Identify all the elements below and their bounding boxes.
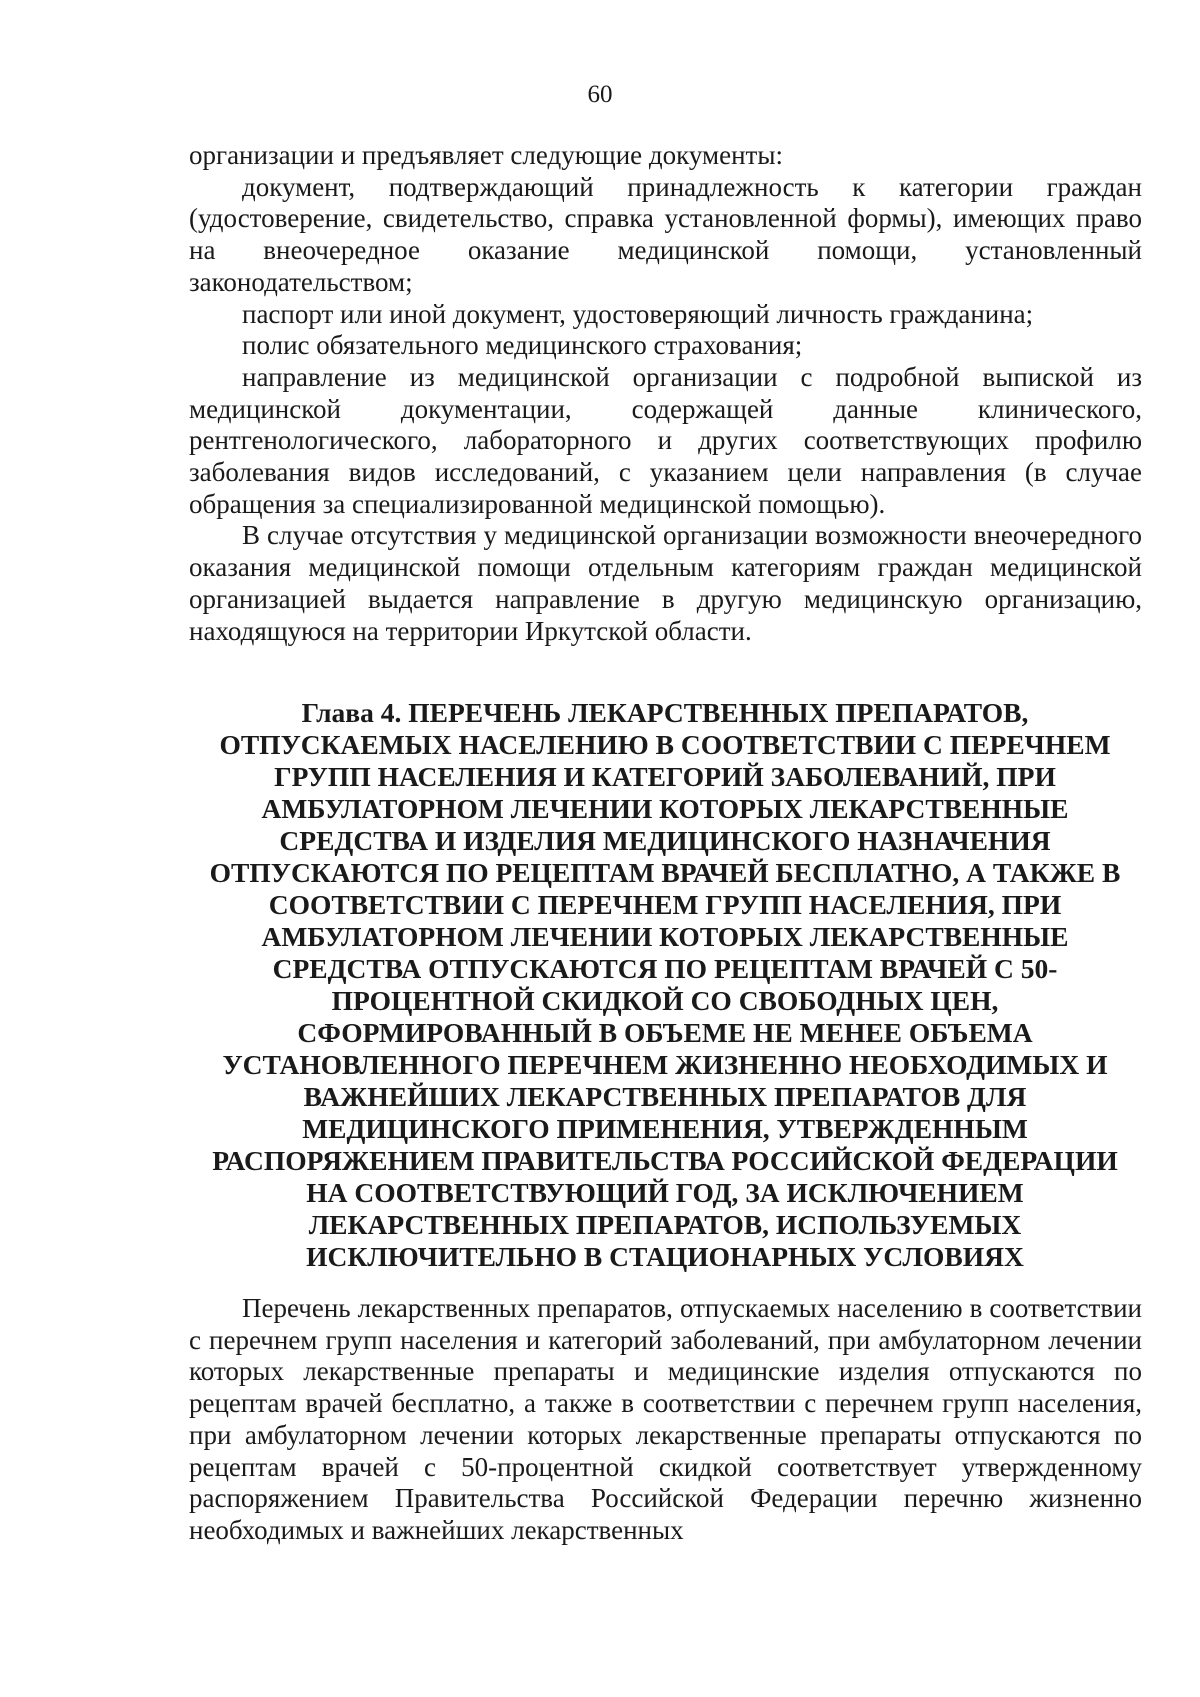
- page-number: 60: [587, 81, 613, 108]
- chapter-heading: Глава 4. ПЕРЕЧЕНЬ ЛЕКАРСТВЕННЫХ ПРЕПАРАТОВ, ОТПУСКАЕМЫХ НАСЕЛЕНИЮ В СООТВЕТСТВИИ С ПЕРЕЧНЕМ ГРУПП НАСЕЛЕНИЯ И КАТЕГОРИЙ ЗАБОЛЕВАНИЙ, ПРИ АМБУЛАТОРНОМ ЛЕЧЕНИИ КОТОРЫХ ЛЕКАРСТВЕННЫЕ СРЕДСТВА И ИЗДЕЛИЯ МЕДИЦИНСКОГО НАЗНАЧЕНИЯ ОТПУСКАЮТСЯ ПО РЕЦЕПТАМ ВРАЧЕЙ БЕСПЛАТНО, А ТАКЖЕ В СООТВЕТСТВИИ С ПЕРЕЧНЕМ ГРУПП НАСЕЛЕНИЯ, ПРИ АМБУЛАТОРНОМ ЛЕЧЕНИИ КОТОРЫХ ЛЕКАРСТВЕННЫЕ СРЕДСТВА ОТПУСКАЮТСЯ ПО РЕЦЕПТАМ ВРАЧЕЙ С 50- ПРОЦЕНТНОЙ СКИДКОЙ СО СВОБОДНЫХ ЦЕН, СФОРМИРОВАННЫЙ В ОБЪЕМЕ НЕ МЕНЕЕ ОБЪЕМА УСТАНОВЛЕННОГО ПЕРЕЧНЕМ ЖИЗНЕННО НЕОБХОДИМЫХ И ВАЖНЕЙШИХ ЛЕКАРСТВЕННЫХ ПРЕПАРАТОВ ДЛЯ МЕДИЦИНСКОГО ПРИМЕНЕНИЯ, УТВЕРЖДЕННЫМ РАСПОРЯЖЕНИЕМ ПРАВИТЕЛЬСТВА РОССИЙСКОЙ ФЕДЕРАЦИИ НА СООТВЕТСТВУЮЩИЙ ГОД, ЗА ИСКЛЮЧЕНИЕМ ЛЕКАРСТВЕННЫХ ПРЕПАРАТОВ, ИСПОЛЬЗУЕМЫХ ИСКЛЮЧИТЕЛЬНО В СТАЦИОНАРНЫХ УСЛОВИЯХ: [209, 697, 1121, 1272]
- paragraph-referral: направление из медицинской организации с подробной выпиской из медицинской документации, содержащей данные клинического, рентгенологического, лабораторного и других соответствующих профилю заболевания видов исследований, с указанием цели направления (в случае обращения за специализированной медицинской помощью).: [189, 361, 1142, 519]
- paragraph-document-category: документ, подтверждающий принадлежность к категории граждан (удостоверение, свидетельство, справка установленной формы), имеющих право на внеочередное оказание медицинской помощи, установленный законодательством;: [189, 171, 1142, 297]
- paragraph-insurance-policy: полис обязательного медицинского страхования;: [242, 330, 803, 361]
- paragraph-passport: паспорт или иной документ, удостоверяющий личность гражданина;: [242, 298, 1034, 329]
- paragraph-drug-list: Перечень лекарственных препаратов, отпускаемых населению в соответствии с перечнем групп населения и категорий заболеваний, при амбулаторном лечении которых лекарственные препараты и медицинские изделия отпускаются по рецептам врачей бесплатно, а также в соответствии с перечнем групп населения, при амбулаторном лечении которых лекарственные препараты отпускаются по рецептам врачей с 50-процентной скидкой соответствует утвержденному распоряжением Правительства Российской Федерации перечню жизненно необходимых и важнейших лекарственных: [189, 1293, 1142, 1545]
- bottom-text-block: [189, 1293, 1142, 1547]
- paragraph-continuation: организации и предъявляет следующие документы:: [189, 140, 783, 170]
- top-text-block: [189, 140, 1142, 647]
- paragraph-no-capability: В случае отсутствия у медицинской организации возможности внеочередного оказания медицинской помощи отдельным категориям граждан медицинской организацией выдается направление в другую медицинскую организацию, находящуюся на территории Иркутской области.: [189, 520, 1142, 646]
